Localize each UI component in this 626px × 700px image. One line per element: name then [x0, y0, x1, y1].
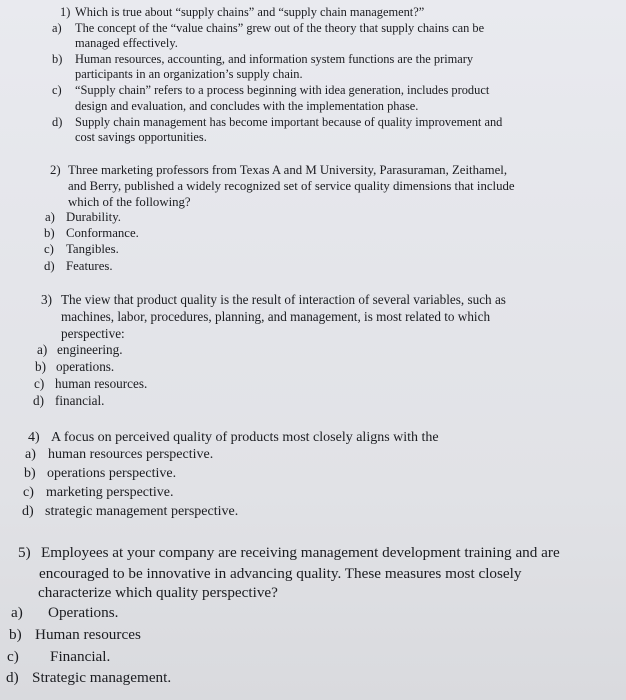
option-text: strategic management perspective. [45, 504, 239, 519]
option-text-line: The concept of the “value chains” grew out of the theory that supply chains can be [75, 21, 485, 35]
question-number: 1) [60, 5, 71, 19]
question-number: 5) [18, 544, 31, 561]
option-letter: c) [44, 242, 54, 256]
option-letter: d) [52, 115, 63, 129]
option-letter: a) [11, 604, 23, 621]
option-text: operations. [56, 359, 115, 374]
option-text-line: managed effectively. [75, 36, 178, 50]
option-letter: b) [24, 466, 36, 481]
option-text: Strategic management. [32, 669, 172, 686]
option-letter: c) [23, 485, 34, 500]
option-letter: a) [37, 342, 48, 357]
option-text: human resources. [55, 376, 148, 391]
option-text: engineering. [57, 342, 123, 357]
option-text-line: Human resources, accounting, and information system functions are the primary [75, 52, 474, 66]
option-letter: c) [52, 83, 62, 97]
option-text-line: design and evaluation, and concludes with the implementation phase. [75, 99, 419, 113]
option-text: Features. [66, 259, 113, 273]
option-text: Conformance. [66, 226, 139, 240]
option-letter: d) [22, 504, 34, 519]
option-letter: b) [52, 52, 63, 66]
question-stem-line: The view that product quality is the result of interaction of several variables, such as [61, 292, 506, 307]
option-letter: d) [6, 669, 19, 686]
option-text: Human resources [35, 626, 141, 643]
option-letter: b) [9, 626, 22, 643]
option-letter: a) [45, 210, 55, 224]
option-text: operations perspective. [47, 466, 177, 481]
question-stem-line: encouraged to be innovative in advancing quality. These measures most closely [39, 565, 522, 582]
question-number: 4) [28, 430, 40, 445]
question-stem-line: machines, labor, procedures, planning, and management, is most related to which [61, 309, 491, 324]
option-text-line: participants in an organization’s supply chain. [75, 67, 303, 81]
option-letter: a) [52, 21, 62, 35]
option-text: Financial. [50, 648, 111, 665]
option-text: Operations. [48, 604, 119, 621]
option-letter: b) [44, 226, 55, 240]
question-stem-line: Employees at your company are receiving management development training and are [41, 544, 560, 561]
option-text-line: Supply chain management has become important because of quality improvement and [75, 115, 503, 129]
option-text: Tangibles. [66, 242, 119, 256]
option-text-line: cost savings opportunities. [75, 130, 207, 144]
question-stem-line: and Berry, published a widely recognized set of service quality dimensions that include [68, 179, 515, 193]
option-letter: a) [25, 447, 36, 462]
question-stem-line: characterize which quality perspective? [38, 584, 278, 601]
question-stem-line: Which is true about “supply chains” and “supply chain management?” [75, 5, 425, 19]
question-stem-line: A focus on perceived quality of products most closely aligns with the [51, 430, 439, 445]
option-text: financial. [55, 393, 105, 408]
question-number: 3) [41, 292, 52, 307]
option-letter: d) [33, 393, 44, 408]
question-stem-line: perspective: [61, 326, 125, 341]
option-letter: d) [44, 259, 55, 273]
question-stem-line: which of the following? [68, 195, 191, 209]
option-text: marketing perspective. [46, 485, 174, 500]
question-stem-line: Three marketing professors from Texas A and M University, Parasuraman, Zeithamel, [68, 163, 508, 177]
option-text-line: “Supply chain” refers to a process beginning with idea generation, includes product [75, 83, 490, 97]
option-text: human resources perspective. [48, 447, 214, 462]
option-letter: c) [34, 376, 45, 391]
option-text: Durability. [66, 210, 121, 224]
question-number: 2) [50, 163, 61, 177]
option-letter: c) [7, 648, 19, 665]
option-letter: b) [35, 359, 46, 374]
